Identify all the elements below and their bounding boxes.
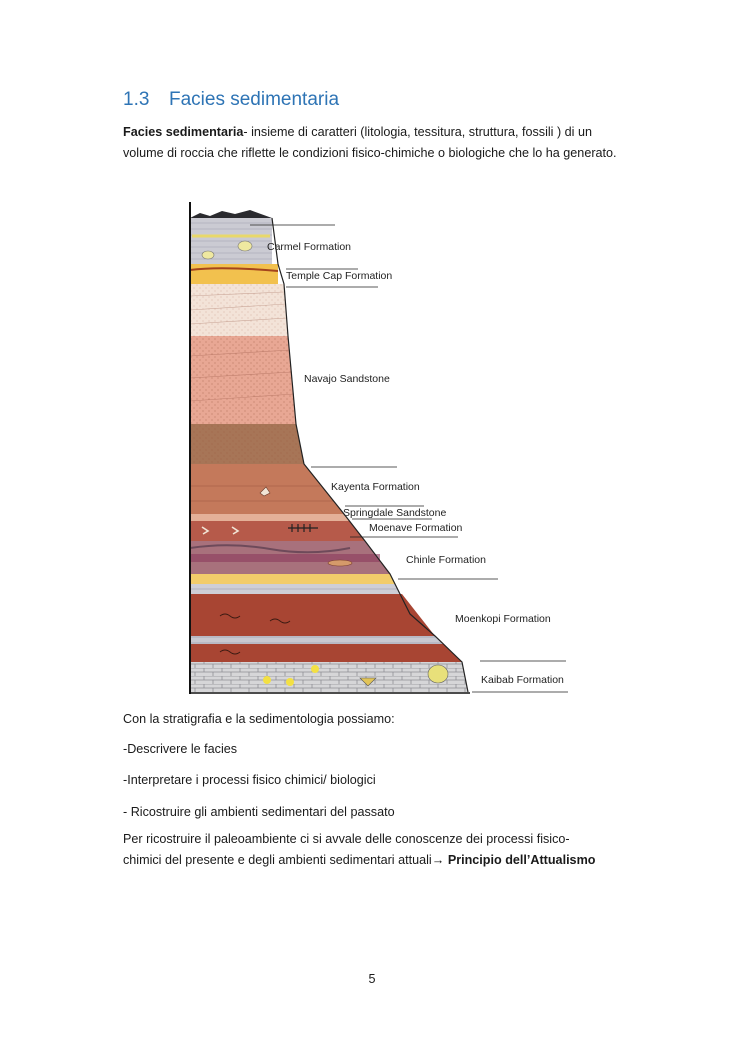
label-kayenta: Kayenta Formation [331,481,420,493]
body-line-6-text: chimici del presente e degli ambienti sedimentari attuali [123,853,432,867]
definition-paragraph [123,122,633,164]
label-carmel: Carmel Formation [267,241,352,253]
stratigraphic-column [180,196,580,698]
moenkopi-layer [190,594,435,636]
body-line-1: Con la stratigrafia e la sedimentologia possiamo: [123,712,395,726]
body-line-6 [123,850,595,871]
definition-term: Facies sedimentaria [123,125,244,139]
section-number: 1.3 [123,89,150,110]
label-temple-cap: Temple Cap Formation [286,270,393,282]
body-line-5: Per ricostruire il paleoambiente ci si avvale delle conoscenze dei processi fisico- [123,832,570,846]
label-chinle: Chinle Formation [406,554,486,566]
label-moenave: Moenave Formation [369,522,463,534]
label-moenkopi: Moenkopi Formation [455,613,551,625]
label-springdale: Springdale Sandstone [343,507,447,519]
section-title: Facies sedimentaria [169,89,340,110]
definition-text: - insieme di caratteri (litologia, tessitura, struttura, fossili ) di un volume di roccia che riflette le condizioni fisico-chimiche o biologiche che lo ha generato. [123,125,617,160]
moenave-layer [190,521,365,541]
kaibab-layer [190,662,468,692]
temple-cap-layer [190,264,278,284]
label-navajo: Navajo Sandstone [304,373,390,385]
arrow-icon: → [431,853,445,867]
page-number: 5 [368,972,376,986]
label-kaibab: Kaibab Formation [481,674,564,686]
section-heading [123,89,339,111]
principle-name: Principio dell’Attualismo [447,853,596,867]
stratigraphic-column-figure [180,196,580,698]
body-line-3: -Interpretare i processi fisico chimici/ biologici [123,773,376,787]
body-line-2: -Descrivere le facies [123,742,238,756]
body-line-4: - Ricostruire gli ambienti sedimentari del passato [123,805,395,819]
